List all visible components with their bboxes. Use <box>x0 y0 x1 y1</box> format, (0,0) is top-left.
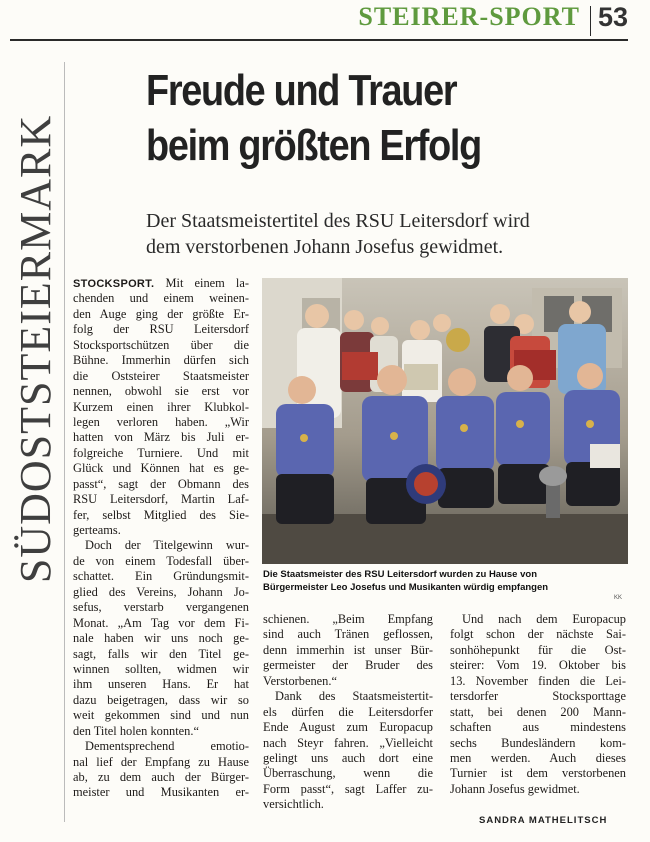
text-line: germeister der Bruder des <box>263 658 433 673</box>
text-line: versichtlich. <box>263 797 324 812</box>
text-line: meister und Musikanten er- <box>73 785 249 800</box>
team-photo-illustration <box>262 278 628 564</box>
headline-line: Freude und Trauer <box>146 66 457 115</box>
text-line: sagt, falls wir den Titel ge- <box>73 646 249 661</box>
section-name: STEIRER-SPORT <box>358 2 580 31</box>
text-line: Dementsprechend emotio- <box>85 739 249 754</box>
text-line: gerteams. <box>73 523 121 537</box>
text-line: Überraschung, wenn die <box>263 766 433 781</box>
subheadline <box>146 208 616 260</box>
article-column-2 <box>263 612 433 813</box>
text-line: den Auge ging der größte Er- <box>73 306 249 321</box>
photo-caption <box>263 568 613 594</box>
text-line: den Titel holen konnten.“ <box>73 723 199 738</box>
caption-line: Bürgermeister Leo Josefus und Musikanten würdig empfangen <box>263 582 549 593</box>
text-line: nennen, obwohl sie erst vor <box>73 384 249 399</box>
text-line: Verstorbenen.“ <box>263 673 337 688</box>
team-photo <box>262 278 628 564</box>
region-label-container <box>12 62 60 637</box>
text-line: passt“, sagt der Obmann des <box>73 476 249 491</box>
text-line: Stocksportschützen über die <box>73 337 249 352</box>
text-line: sechs Bundesländern kom- <box>450 735 626 750</box>
text-line: schattet. Ein Gründungsmit- <box>73 569 249 584</box>
text-line: winnen sollten, widmen wir <box>73 661 249 676</box>
text-line: denn immerhin ist unser Bür- <box>263 642 433 657</box>
text-line: fer, selbst Mitglied des Sie- <box>73 507 249 522</box>
text-line: nach Steyr fahren. „Vielleicht <box>263 735 433 750</box>
region-label: SÜDOSTSTEIERMARK <box>11 114 60 584</box>
headline-line: beim größten Erfolg <box>146 121 481 170</box>
text-line: Doch der Titelgewinn wur- <box>85 538 249 553</box>
text-line: els dürfen die Leitersdorfer <box>263 704 433 719</box>
text-line: Glück und Können hat es ge- <box>73 461 249 476</box>
header-separator <box>590 6 591 36</box>
text-line: Form passt“, sagt Laffer zu- <box>263 781 433 796</box>
text-line: hatten von März bis Juli er- <box>73 430 249 445</box>
text-line: Und nach dem Europacup <box>462 612 626 626</box>
text-line: dazu beigetragen, dass wir so <box>73 692 249 707</box>
text-line: weit gekommen sind und nun <box>73 708 249 723</box>
text-line: gelingt uns auch dort eine <box>263 750 433 765</box>
text-line: schaften aus mindestens <box>450 720 626 735</box>
subheadline-line: Der Staatsmeistertitel des RSU Leitersdorf wird <box>146 210 530 232</box>
text-line: sonhöhepunkt für die Ost- <box>450 642 626 657</box>
text-line: Kurzem einen ihrer Klubkol- <box>73 399 249 414</box>
text-line: steirer: Vom 19. Oktober bis <box>450 658 626 673</box>
text-line: Monat. „Am Tag vor dem Fi- <box>73 615 249 630</box>
text-line: die Oststeirer Staatsmeister <box>73 368 249 383</box>
page-number: 53 <box>598 2 629 32</box>
text-line: men werden. Auch dieses <box>450 750 626 765</box>
photo-credit: KK <box>614 595 623 601</box>
text-line: Bühne. Immerhin dürfen sich <box>73 353 249 368</box>
text-line: 13. November finden die Lei- <box>450 673 626 688</box>
text-line: statt, bei denen 200 Mann- <box>450 704 626 719</box>
text-line: glied des Vereins, Johann Jo- <box>73 584 249 599</box>
subheadline-line: dem verstorbenen Johann Josefus gewidmet. <box>146 236 504 258</box>
headline <box>146 63 559 173</box>
text-line: Dank des Staatsmeistertit- <box>275 689 433 704</box>
text-line: legen verloren haben. „Wir <box>73 414 249 429</box>
article-column-1 <box>73 276 249 801</box>
text-line: nal lief der Empfang zu Hause <box>73 754 249 769</box>
text-line: folgreiche Turniere. Und mit <box>73 445 249 460</box>
text-line: Johann Josefus gewidmet. <box>450 781 580 796</box>
text-line: folg der RSU Leitersdorf <box>73 322 249 337</box>
text-line: STOCKSPORT. Mit einem la- <box>73 276 249 290</box>
text-line: ab, zu dem auch der Bürger- <box>73 770 249 784</box>
text-line: ihm unseren Hans. Er hat <box>73 677 249 692</box>
text-line: Ende August zum Europacup <box>263 720 433 735</box>
text-line: sind auch Tränen geflossen, <box>263 627 433 642</box>
text-line: RSU Leitersdorf, Martin Laf- <box>73 492 249 507</box>
text-line: de von einem Todesfall über- <box>73 553 249 568</box>
header-rule <box>10 39 628 41</box>
kicker: STOCKSPORT. <box>73 278 155 290</box>
text-line: nale haben wir uns noch ge- <box>73 631 249 646</box>
text-line: folgt schon der nächste Sai- <box>450 627 626 642</box>
text-line: Turnier ist dem verstorbenen <box>450 766 626 781</box>
text-line: tersdorfer Stocksporttage <box>450 689 626 704</box>
text-line: sefus, verstarb vergangenen <box>73 600 249 615</box>
column-rule <box>64 62 65 822</box>
text-line: chenden und einem weinen- <box>73 291 249 306</box>
author-byline: SANDRA MATHELITSCH <box>479 815 608 826</box>
article-column-3 <box>450 612 626 797</box>
caption-line: Die Staatsmeister des RSU Leitersdorf wurden zu Hause von <box>263 569 537 580</box>
text-line: schienen. „Beim Empfang <box>263 612 433 626</box>
